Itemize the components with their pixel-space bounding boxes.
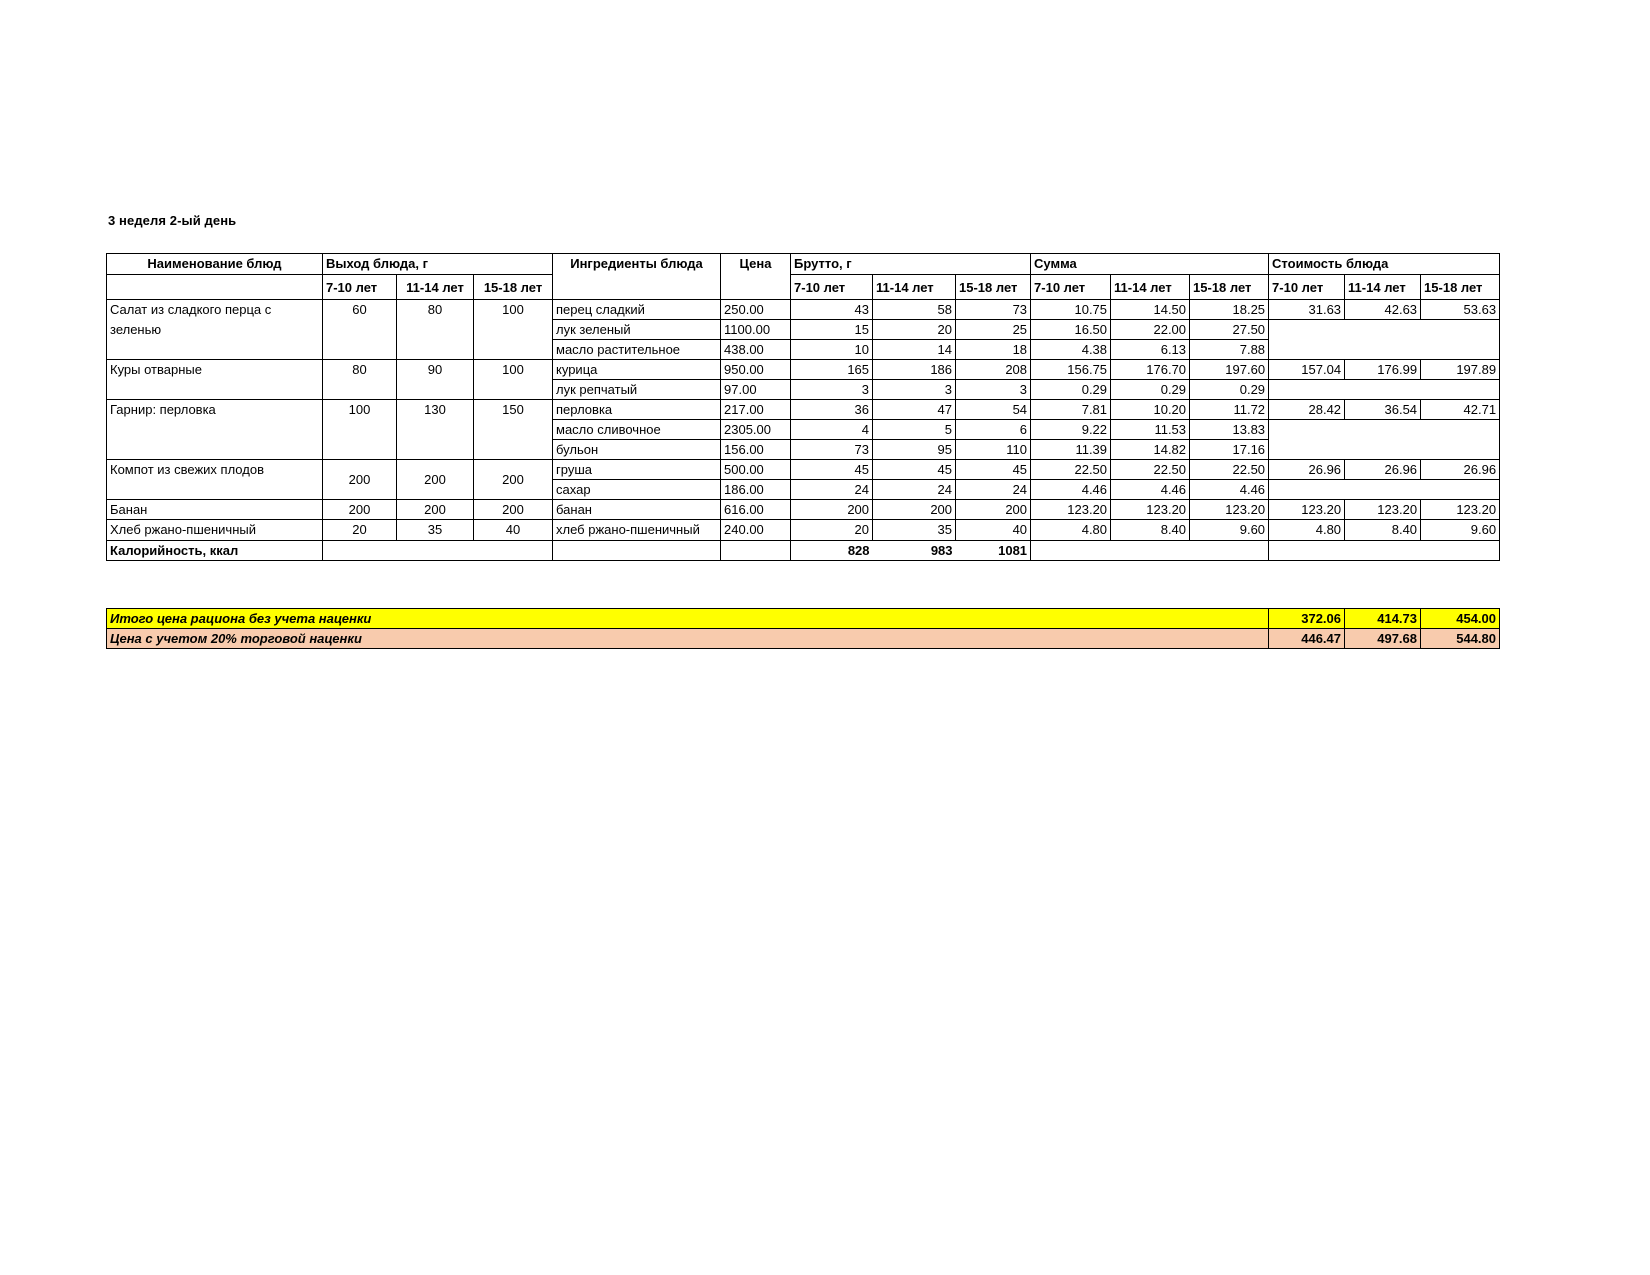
ingredient-sum: 7.88 bbox=[1190, 340, 1269, 360]
ingredient-brutto: 73 bbox=[791, 440, 873, 460]
ingredient-price: 950.00 bbox=[721, 360, 791, 380]
dish-cost: 9.60 bbox=[1421, 520, 1500, 541]
header-output-age: 15-18 лет bbox=[474, 275, 553, 300]
dish-output: 200 bbox=[323, 500, 397, 520]
ingredient-price: 500.00 bbox=[721, 460, 791, 480]
ingredient-brutto: 58 bbox=[873, 300, 956, 320]
calories-row bbox=[107, 541, 1500, 561]
ingredient-brutto: 208 bbox=[956, 360, 1031, 380]
header-cost-age: 15-18 лет bbox=[1421, 275, 1500, 300]
ingredient-brutto: 40 bbox=[956, 520, 1031, 541]
dish-output: 90 bbox=[397, 360, 474, 400]
dish-cost: 28.42 bbox=[1269, 400, 1345, 420]
dish-output: 150 bbox=[474, 400, 553, 460]
calories-blank bbox=[553, 541, 721, 561]
total-row bbox=[107, 629, 1500, 649]
ingredient-brutto: 18 bbox=[956, 340, 1031, 360]
ingredient-sum: 123.20 bbox=[1190, 500, 1269, 520]
dish-output: 60 bbox=[323, 300, 397, 360]
ingredient-sum: 156.75 bbox=[1031, 360, 1111, 380]
dish-output: 200 bbox=[474, 460, 553, 500]
ingredient-name: сахар bbox=[553, 480, 721, 500]
ingredient-price: 97.00 bbox=[721, 380, 791, 400]
ingredient-name: перец сладкий bbox=[553, 300, 721, 320]
dish-output: 20 bbox=[323, 520, 397, 541]
header-price: Цена bbox=[721, 254, 791, 300]
menu-table bbox=[106, 253, 1500, 561]
ingredient-sum: 17.16 bbox=[1190, 440, 1269, 460]
ingredient-brutto: 6 bbox=[956, 420, 1031, 440]
dish-output: 200 bbox=[474, 500, 553, 520]
ingredient-sum: 11.72 bbox=[1190, 400, 1269, 420]
ingredient-brutto: 36 bbox=[791, 400, 873, 420]
ingredient-brutto: 3 bbox=[956, 380, 1031, 400]
ingredient-brutto: 73 bbox=[956, 300, 1031, 320]
ingredient-name: хлеб ржано-пшеничный bbox=[553, 520, 721, 541]
ingredient-sum: 9.60 bbox=[1190, 520, 1269, 541]
dish-cost: 26.96 bbox=[1345, 460, 1421, 480]
dish-cost-blank bbox=[1269, 320, 1500, 360]
ingredient-name: лук репчатый bbox=[553, 380, 721, 400]
calories-blank bbox=[323, 541, 553, 561]
header-cost: Стоимость блюда bbox=[1269, 254, 1500, 275]
ingredient-brutto: 24 bbox=[873, 480, 956, 500]
ingredient-price: 186.00 bbox=[721, 480, 791, 500]
ingredient-brutto: 20 bbox=[791, 520, 873, 541]
header-output: Выход блюда, г bbox=[323, 254, 553, 275]
ingredient-brutto: 45 bbox=[791, 460, 873, 480]
ingredient-sum: 4.38 bbox=[1031, 340, 1111, 360]
ingredient-sum: 22.00 bbox=[1111, 320, 1190, 340]
ingredient-sum: 4.80 bbox=[1031, 520, 1111, 541]
ingredient-brutto: 15 bbox=[791, 320, 873, 340]
dish-output: 200 bbox=[397, 500, 474, 520]
ingredient-price: 438.00 bbox=[721, 340, 791, 360]
calories-blank bbox=[721, 541, 791, 561]
dish-output: 100 bbox=[323, 400, 397, 460]
dish-cost: 42.71 bbox=[1421, 400, 1500, 420]
ingredient-sum: 16.50 bbox=[1031, 320, 1111, 340]
ingredient-name: банан bbox=[553, 500, 721, 520]
ingredient-brutto: 3 bbox=[791, 380, 873, 400]
calories-blank bbox=[1269, 541, 1500, 561]
dish-cost: 197.89 bbox=[1421, 360, 1500, 380]
ingredient-price: 1100.00 bbox=[721, 320, 791, 340]
dish-cost: 26.96 bbox=[1269, 460, 1345, 480]
ingredient-brutto: 14 bbox=[873, 340, 956, 360]
ingredient-brutto: 186 bbox=[873, 360, 956, 380]
table-row bbox=[107, 300, 1500, 320]
dish-cost-blank bbox=[1269, 480, 1500, 500]
ingredient-price: 217.00 bbox=[721, 400, 791, 420]
dish-name: Банан bbox=[107, 500, 323, 520]
ingredient-name: перловка bbox=[553, 400, 721, 420]
header-sum-age: 15-18 лет bbox=[1190, 275, 1269, 300]
ingredient-sum: 27.50 bbox=[1190, 320, 1269, 340]
header-cost-age: 7-10 лет bbox=[1269, 275, 1345, 300]
ingredient-name: груша bbox=[553, 460, 721, 480]
ingredient-sum: 7.81 bbox=[1031, 400, 1111, 420]
header-ingredients: Ингредиенты блюда bbox=[553, 254, 721, 300]
dish-name: Куры отварные bbox=[107, 360, 323, 400]
header-cost-age: 11-14 лет bbox=[1345, 275, 1421, 300]
dish-output: 200 bbox=[323, 460, 397, 500]
header-blank bbox=[107, 275, 323, 300]
total-value: 446.47 bbox=[1269, 629, 1345, 649]
dish-output: 40 bbox=[474, 520, 553, 541]
ingredient-brutto: 165 bbox=[791, 360, 873, 380]
calories-value: 828 bbox=[791, 541, 873, 561]
dish-output: 200 bbox=[397, 460, 474, 500]
header-sum-age: 7-10 лет bbox=[1031, 275, 1111, 300]
header-brutto-age: 15-18 лет bbox=[956, 275, 1031, 300]
header-output-age: 7-10 лет bbox=[323, 275, 397, 300]
ingredient-sum: 18.25 bbox=[1190, 300, 1269, 320]
table-row bbox=[107, 520, 1500, 541]
ingredient-brutto: 10 bbox=[791, 340, 873, 360]
ingredient-price: 616.00 bbox=[721, 500, 791, 520]
header-sum: Сумма bbox=[1031, 254, 1269, 275]
ingredient-name: лук зеленый bbox=[553, 320, 721, 340]
ingredient-price: 2305.00 bbox=[721, 420, 791, 440]
total-value: 454.00 bbox=[1421, 609, 1500, 629]
dish-cost: 53.63 bbox=[1421, 300, 1500, 320]
calories-label: Калорийность, ккал bbox=[107, 541, 323, 561]
total-label: Цена с учетом 20% торговой наценки bbox=[107, 629, 1269, 649]
dish-cost: 36.54 bbox=[1345, 400, 1421, 420]
ingredient-brutto: 200 bbox=[873, 500, 956, 520]
ingredient-sum: 13.83 bbox=[1190, 420, 1269, 440]
ingredient-sum: 197.60 bbox=[1190, 360, 1269, 380]
dish-cost: 4.80 bbox=[1269, 520, 1345, 541]
calories-blank bbox=[1031, 541, 1269, 561]
ingredient-sum: 11.39 bbox=[1031, 440, 1111, 460]
dish-cost: 176.99 bbox=[1345, 360, 1421, 380]
dish-output: 80 bbox=[397, 300, 474, 360]
header-sum-age: 11-14 лет bbox=[1111, 275, 1190, 300]
ingredient-sum: 0.29 bbox=[1031, 380, 1111, 400]
ingredient-sum: 4.46 bbox=[1190, 480, 1269, 500]
table-row bbox=[107, 360, 1500, 380]
ingredient-brutto: 95 bbox=[873, 440, 956, 460]
ingredient-sum: 0.29 bbox=[1111, 380, 1190, 400]
ingredient-sum: 123.20 bbox=[1111, 500, 1190, 520]
dish-output: 80 bbox=[323, 360, 397, 400]
ingredient-price: 240.00 bbox=[721, 520, 791, 541]
header-brutto: Брутто, г bbox=[791, 254, 1031, 275]
header-row-ages bbox=[107, 275, 1500, 300]
ingredient-sum: 4.46 bbox=[1111, 480, 1190, 500]
ingredient-price: 250.00 bbox=[721, 300, 791, 320]
dish-cost: 123.20 bbox=[1269, 500, 1345, 520]
dish-name: Хлеб ржано-пшеничный bbox=[107, 520, 323, 541]
table-row bbox=[107, 400, 1500, 420]
total-value: 544.80 bbox=[1421, 629, 1500, 649]
ingredient-brutto: 200 bbox=[791, 500, 873, 520]
ingredient-sum: 176.70 bbox=[1111, 360, 1190, 380]
ingredient-sum: 14.50 bbox=[1111, 300, 1190, 320]
ingredient-brutto: 43 bbox=[791, 300, 873, 320]
ingredient-sum: 14.82 bbox=[1111, 440, 1190, 460]
totals-table bbox=[106, 608, 1500, 649]
dish-name: Компот из свежих плодов bbox=[107, 460, 323, 500]
header-output-age: 11-14 лет bbox=[397, 275, 474, 300]
header-dish: Наименование блюд bbox=[107, 254, 323, 275]
ingredient-name: масло растительное bbox=[553, 340, 721, 360]
dish-cost: 42.63 bbox=[1345, 300, 1421, 320]
dish-cost: 26.96 bbox=[1421, 460, 1500, 480]
dish-output: 35 bbox=[397, 520, 474, 541]
page-title: 3 неделя 2-ый день bbox=[108, 213, 237, 228]
ingredient-sum: 8.40 bbox=[1111, 520, 1190, 541]
ingredient-sum: 11.53 bbox=[1111, 420, 1190, 440]
ingredient-brutto: 5 bbox=[873, 420, 956, 440]
dish-output: 100 bbox=[474, 360, 553, 400]
ingredient-sum: 9.22 bbox=[1031, 420, 1111, 440]
ingredient-sum: 4.46 bbox=[1031, 480, 1111, 500]
ingredient-sum: 10.75 bbox=[1031, 300, 1111, 320]
ingredient-brutto: 24 bbox=[956, 480, 1031, 500]
calories-value: 1081 bbox=[956, 541, 1031, 561]
ingredient-brutto: 110 bbox=[956, 440, 1031, 460]
ingredient-sum: 6.13 bbox=[1111, 340, 1190, 360]
header-row bbox=[107, 254, 1500, 275]
ingredient-name: масло сливочное bbox=[553, 420, 721, 440]
ingredient-sum: 22.50 bbox=[1190, 460, 1269, 480]
header-brutto-age: 11-14 лет bbox=[873, 275, 956, 300]
header-brutto-age: 7-10 лет bbox=[791, 275, 873, 300]
dish-cost: 157.04 bbox=[1269, 360, 1345, 380]
ingredient-brutto: 25 bbox=[956, 320, 1031, 340]
ingredient-name: курица bbox=[553, 360, 721, 380]
total-value: 414.73 bbox=[1345, 609, 1421, 629]
table-row bbox=[107, 500, 1500, 520]
ingredient-name: бульон bbox=[553, 440, 721, 460]
total-row bbox=[107, 609, 1500, 629]
ingredient-sum: 22.50 bbox=[1031, 460, 1111, 480]
ingredient-brutto: 54 bbox=[956, 400, 1031, 420]
ingredient-price: 156.00 bbox=[721, 440, 791, 460]
ingredient-brutto: 47 bbox=[873, 400, 956, 420]
dish-output: 100 bbox=[474, 300, 553, 360]
ingredient-sum: 0.29 bbox=[1190, 380, 1269, 400]
dish-cost: 123.20 bbox=[1421, 500, 1500, 520]
total-value: 497.68 bbox=[1345, 629, 1421, 649]
ingredient-brutto: 24 bbox=[791, 480, 873, 500]
ingredient-brutto: 35 bbox=[873, 520, 956, 541]
dish-cost-blank bbox=[1269, 420, 1500, 460]
ingredient-brutto: 45 bbox=[956, 460, 1031, 480]
ingredient-brutto: 200 bbox=[956, 500, 1031, 520]
dish-name: Салат из сладкого перца с зеленью bbox=[107, 300, 323, 360]
dish-cost: 8.40 bbox=[1345, 520, 1421, 541]
ingredient-sum: 22.50 bbox=[1111, 460, 1190, 480]
total-value: 372.06 bbox=[1269, 609, 1345, 629]
table-row bbox=[107, 460, 1500, 480]
dish-output: 130 bbox=[397, 400, 474, 460]
dish-cost: 31.63 bbox=[1269, 300, 1345, 320]
dish-name: Гарнир: перловка bbox=[107, 400, 323, 460]
ingredient-sum: 123.20 bbox=[1031, 500, 1111, 520]
dish-cost-blank bbox=[1269, 380, 1500, 400]
calories-value: 983 bbox=[873, 541, 956, 561]
total-label: Итого цена рациона без учета наценки bbox=[107, 609, 1269, 629]
ingredient-brutto: 45 bbox=[873, 460, 956, 480]
ingredient-brutto: 4 bbox=[791, 420, 873, 440]
ingredient-sum: 10.20 bbox=[1111, 400, 1190, 420]
ingredient-brutto: 3 bbox=[873, 380, 956, 400]
dish-cost: 123.20 bbox=[1345, 500, 1421, 520]
ingredient-brutto: 20 bbox=[873, 320, 956, 340]
